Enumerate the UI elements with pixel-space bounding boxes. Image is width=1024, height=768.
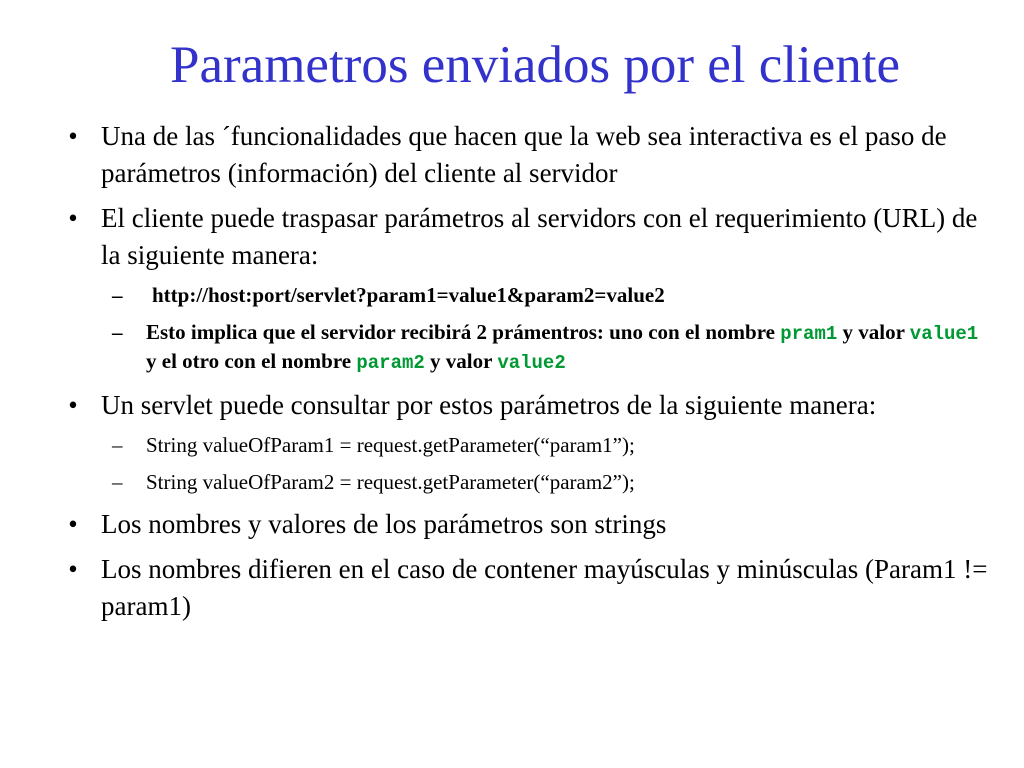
bullet-marker: • <box>68 509 78 539</box>
bullet-marker: • <box>68 390 78 420</box>
bullet-item <box>58 118 988 192</box>
sub-bullet-item <box>58 282 988 309</box>
bullet-text: Los nombres y valores de los parámetros son strings <box>101 509 667 539</box>
code-param-name-2: param2 <box>356 352 425 374</box>
bullet-text: Los nombres difieren en el caso de contener mayúsculas y minúsculas (Param1 != param1) <box>101 554 988 621</box>
dash-marker: – <box>112 470 123 494</box>
bullet-item <box>58 551 988 625</box>
implica-text-1: Esto implica que el servidor recibirá 2 prámentros: uno con el nombre <box>146 320 775 344</box>
dash-marker: – <box>112 320 123 344</box>
code-line: String valueOfParam2 = request.getParameter(“param2”); <box>146 470 635 494</box>
bullet-text: Una de las ´funcionalidades que hacen que la web sea interactiva es el paso de parámetros (información) del cliente al servidor <box>101 121 947 188</box>
sub-bullet-item <box>58 432 988 459</box>
slide-content <box>58 118 988 633</box>
implica-text-4: y valor <box>430 349 493 373</box>
code-param-name-1: pram1 <box>780 323 838 345</box>
url-example: http://host:port/servlet?param1=value1&param2=value2 <box>152 283 665 307</box>
implica-text-3: y el otro con el nombre <box>146 349 352 373</box>
bullet-marker: • <box>68 203 78 233</box>
bullet-item <box>58 200 988 274</box>
code-param-value-1: value1 <box>909 323 979 345</box>
code-line: String valueOfParam1 = request.getParameter(“param1”); <box>146 433 635 457</box>
bullet-item <box>58 387 988 424</box>
bullet-text: El cliente puede traspasar parámetros al servidors con el requerimiento (URL) de la siguiente manera: <box>101 203 978 270</box>
dash-marker: – <box>112 283 123 307</box>
slide-title: Parametros enviados por el cliente <box>170 36 900 94</box>
code-param-value-2: value2 <box>497 352 566 374</box>
bullet-item <box>58 506 988 543</box>
bullet-text: Un servlet puede consultar por estos parámetros de la siguiente manera: <box>101 390 877 420</box>
sub-bullet-item <box>58 469 988 496</box>
dash-marker: – <box>112 433 123 457</box>
implica-text-2: y valor <box>842 320 905 344</box>
bullet-marker: • <box>68 554 78 584</box>
bullet-marker: • <box>68 121 78 151</box>
sub-bullet-item <box>58 319 988 377</box>
